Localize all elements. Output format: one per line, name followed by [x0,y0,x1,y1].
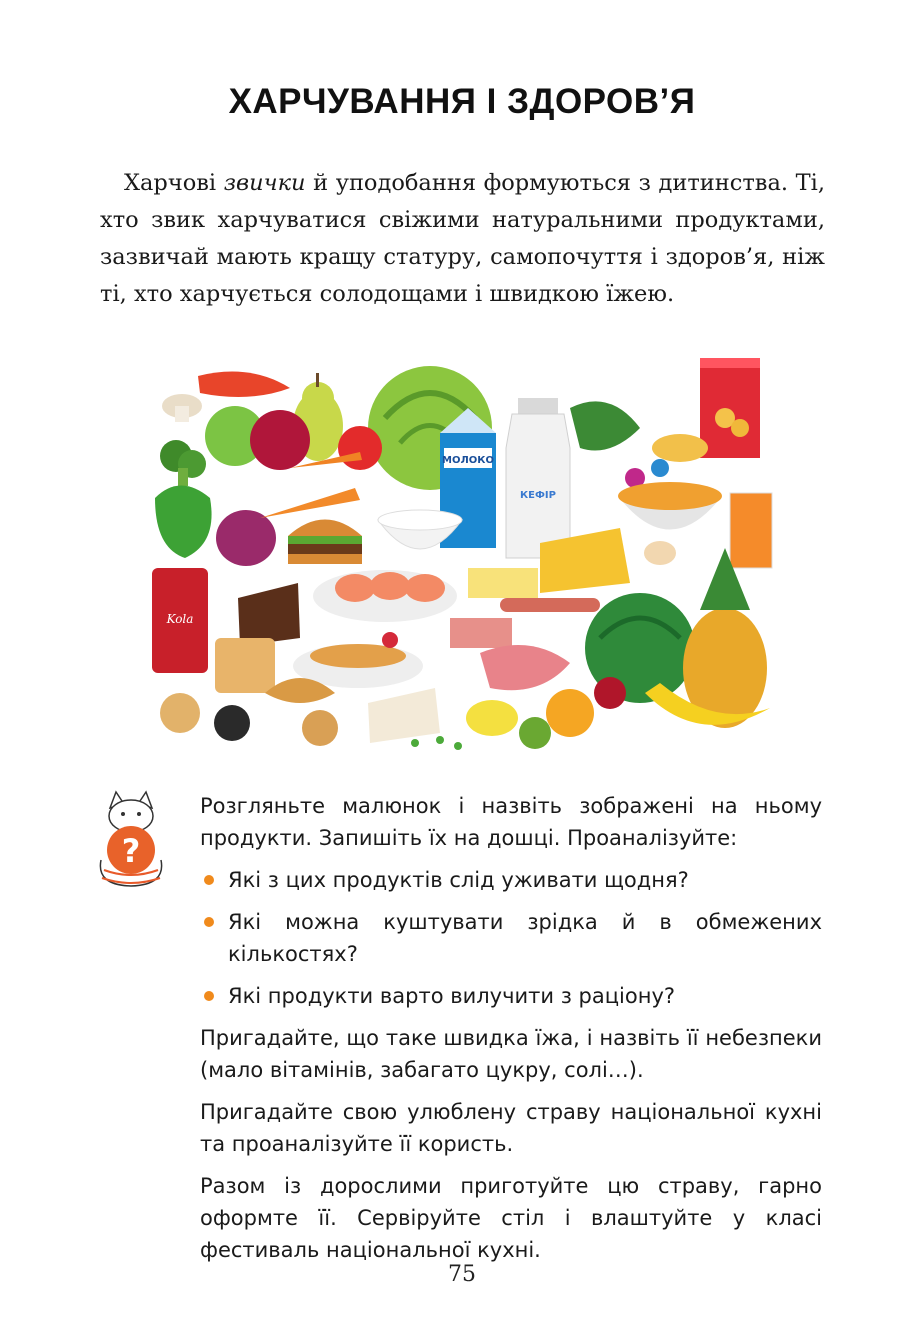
apricot-icon [546,689,594,737]
question-text: Які продукти варто вилучити з раціону? [228,984,676,1008]
greens-icon [570,401,640,450]
onion-icon [216,510,276,566]
kiwi-icon [519,717,551,749]
oreo-icon [214,705,250,741]
task-block [200,790,822,1276]
sausage-icon [500,598,600,612]
green-pepper-icon [155,486,212,559]
pineapple-icon [683,548,767,728]
list-item [200,864,822,896]
bacon-icon [450,618,512,648]
broccoli-icon [160,440,206,486]
intro-paragraph [100,165,825,313]
page-number: 75 [448,1262,476,1287]
question-text: Які з цих продуктів слід уживати щодня? [228,868,689,892]
toast-icon [215,638,275,693]
question-text: Які можна куштувати зрідка й в обмежених кількостях? [228,910,822,966]
egg-icon [644,541,676,565]
bullet-icon [204,991,214,1001]
kefir-label: КЕФІР [520,490,556,501]
soup-bowl-icon [618,482,722,530]
task-paragraph-fast-food: Пригадайте, що таке швидка їжа, і назвіть її небезпеки (мало вітамінів, забагато цукру, солі…). [200,1026,822,1082]
intro-emphasis: звички [223,170,306,196]
bullet-icon [204,875,214,885]
cake-icon [238,583,300,646]
cat-question-mark-icon [96,790,166,890]
chips-pile-icon [652,434,708,462]
ham-icon [480,645,570,690]
page-title: ХАРЧУВАННЯ І ЗДОРОВ’Я [228,82,696,121]
question-list [200,864,822,1012]
intro-text-end: й уподобання формуються з дитинства. Ті, хто звик харчуватися свіжими натуральними продуктами, зазвичай мають кращу статуру, самопочуття і здоров’я, ніж ті, хто харчується солодощами і швидкою їжею. [100,170,825,307]
red-apple-icon [250,410,310,470]
salmon-plate-icon [313,570,457,622]
red-pepper-icon [198,372,290,397]
cheesecake-icon [368,688,440,743]
pomegranate-icon [594,677,626,709]
cookie-icon [160,693,200,733]
lemon-icon [466,700,518,736]
butter-icon [468,568,538,598]
tomato-icon [338,426,382,470]
mushroom-icon [162,394,202,422]
bullet-icon [204,917,214,927]
cola-can-icon [152,568,208,673]
task-paragraph-national-dish: Пригадайте свою улюблену страву національної кухні та проаналізуйте її користь. [200,1100,822,1156]
food-illustration [140,348,790,758]
burger-icon [288,520,362,565]
intro-text-start: Харчові [124,170,224,196]
pancakes-icon [293,632,423,688]
task-paragraph-festival: Разом із дорослими приготуйте цю страву, гарно оформте її. Сервіруйте стіл і влаштуйте у класі фестиваль національної кухні. [200,1174,822,1262]
question-mark: ? [121,832,141,870]
cola-label: Kola [166,612,194,626]
carrot-icon [260,488,360,518]
list-item [200,906,822,970]
juice-glass-icon [730,493,772,568]
chips-bag-icon [700,358,760,458]
kefir-bottle-icon [506,398,570,558]
task-lead: Розгляньте малюнок і назвіть зображені на ньому продукти. Запишіть їх на дошці. Проаналізуйте: [200,794,822,850]
milk-label: МОЛОКО [442,455,494,466]
list-item [200,980,822,1012]
